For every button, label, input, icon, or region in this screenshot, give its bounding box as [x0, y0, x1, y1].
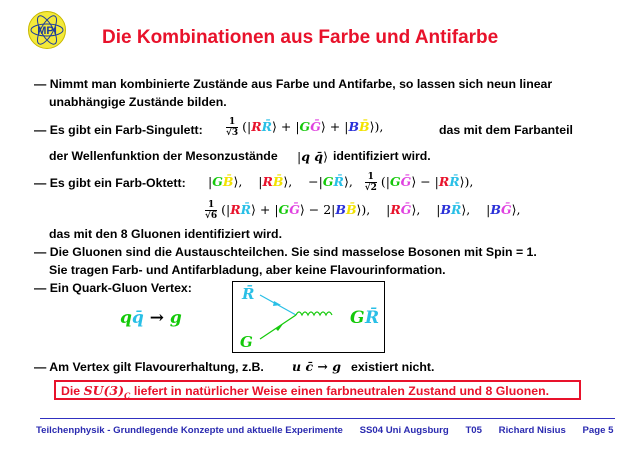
singlet-formula: $\frac{1}{√3}$ (|RR̄⟩ + |GḠ⟩ + |BB̄⟩), — [226, 117, 384, 138]
vertex-top-label: R̄ — [242, 285, 255, 303]
singlet-fraction: $\frac{1}{√3}$ — [226, 117, 239, 138]
mpi-logo — [27, 10, 67, 50]
bullet-5: — Ein Quark-Gluon Vertex: — [34, 281, 192, 295]
footer-section: T05 — [465, 425, 482, 436]
octet-formula-line2: $\frac{1}{√6}$ (|RR̄⟩ + |GḠ⟩ − 2|BB̄⟩), |RḠ⟩, |BR̄⟩, |BḠ⟩, — [205, 200, 521, 221]
page-title: Die Kombinationen aus Farbe und Antifarbe — [102, 27, 499, 48]
bullet-2-line2a: der Wellenfunktion der Mesonzustände — [49, 149, 278, 163]
bullet-5-lead: Ein Quark-Gluon Vertex: — [49, 281, 192, 295]
bullet-3-lead: Es gibt ein Farb-Oktett: — [49, 176, 186, 190]
footer — [36, 425, 627, 436]
bullet-1-line2: unabhängige Zustände bilden. — [49, 95, 227, 109]
footer-rule — [40, 418, 615, 419]
bullet-6-a: Am Vertex gilt Flavourerhaltung, z.B. — [49, 360, 264, 374]
bullet-4-line2: Sie tragen Farb- und Antifarbladung, aber keine Flavourinformation. — [49, 263, 446, 277]
bullet-6-b: existiert nicht. — [351, 360, 435, 374]
bullet-4: — Die Gluonen sind die Austauschteilchen. Sie sind masselose Bosonen mit Spin = 1. — [34, 245, 537, 259]
su3-symbol: $SU(3)_C$ — [83, 383, 131, 401]
octet-formula-line1: |GB̄⟩, |RB̄⟩, −|GR̄⟩, $\frac{1}{√2}$ (|GḠ⟩ − |RR̄⟩), — [208, 172, 474, 193]
qqbar-ket: |q q̄⟩ — [297, 149, 328, 164]
vertex-reaction: qq̄ → g — [120, 308, 182, 328]
conclusion-text: Die $SU(3)_C$ liefert in natürlicher Weise einen farbneutralen Zustand und 8 Gluonen. — [61, 383, 550, 401]
uc-reaction: u c̄ → g — [292, 359, 341, 374]
gluon-label-r: R̄ — [365, 308, 380, 328]
footer-course: Teilchenphysik - Grundlegende Konzepte und aktuelle Experimente — [36, 425, 343, 436]
bullet-2-lead: Es gibt ein Farb-Singulett: — [49, 123, 203, 137]
bullet-2-tail: das mit dem Farbanteil — [439, 123, 573, 137]
octet-fraction-2: $\frac{1}{√6}$ — [205, 200, 218, 221]
vertex-bottom-label: G — [240, 333, 253, 351]
footer-term: SS04 Uni Augsburg — [359, 425, 449, 436]
vertex-diagram — [232, 281, 385, 353]
bullet-3-tail: das mit den 8 Gluonen identifiziert wird. — [49, 227, 282, 241]
bullet-6: — Am Vertex gilt Flavourerhaltung, z.B. — [34, 360, 264, 374]
footer-author: Richard Nisius — [498, 425, 566, 436]
octet-fraction-1: $\frac{1}{√2}$ — [364, 172, 377, 193]
bullet-3: — Es gibt ein Farb-Oktett: — [34, 176, 186, 190]
logo-text: MPI — [37, 25, 57, 37]
gluon-label-g: G — [350, 308, 365, 328]
footer-page: Page 5 — [582, 425, 614, 436]
bullet-2: — Es gibt ein Farb-Singulett: — [34, 123, 203, 137]
bullet-4-line1: Die Gluonen sind die Austauschteilchen. Sie sind masselose Bosonen mit Spin = 1. — [49, 245, 537, 259]
bullet-2-line2b: identifiziert wird. — [333, 149, 431, 163]
bullet-1: — Nimmt man kombinierte Zustände aus Farbe und Antifarbe, so lassen sich neun linear — [34, 77, 553, 91]
bullet-1-line1: Nimmt man kombinierte Zustände aus Farbe und Antifarbe, so lassen sich neun linear — [49, 77, 553, 91]
